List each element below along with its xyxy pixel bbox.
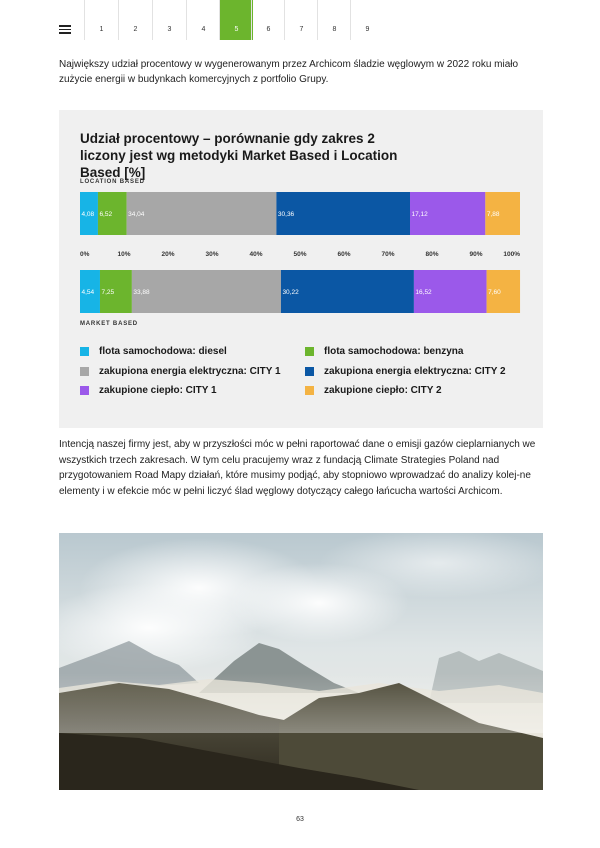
legend-item-benzyna	[305, 346, 463, 357]
data-label: 6,52	[99, 211, 113, 218]
x-tick-label: 0%	[80, 251, 90, 258]
bar-segment	[132, 270, 281, 313]
legend-swatch	[305, 386, 314, 395]
x-tick-label: 90%	[469, 251, 483, 258]
legend-label: zakupione ciepło: CITY 2	[324, 385, 442, 396]
data-label: 33,88	[133, 289, 150, 296]
page-tab-8[interactable]: 8	[317, 0, 351, 40]
page-tab-2[interactable]: 2	[118, 0, 152, 40]
x-tick-label: 80%	[425, 251, 439, 258]
chart-panel	[59, 110, 543, 428]
legend-item-energy-city2	[305, 366, 506, 377]
top-navigation	[0, 0, 600, 40]
data-label: 30,22	[282, 289, 299, 296]
menu-icon[interactable]	[59, 25, 71, 34]
data-label: 7,60	[488, 289, 501, 296]
bar-segment	[281, 270, 414, 313]
x-tick-label: 70%	[381, 251, 395, 258]
x-tick-label: 40%	[249, 251, 263, 258]
page-tab-6[interactable]: 6	[251, 0, 285, 40]
data-label: 30,36	[277, 211, 295, 218]
legend-item-heat-city1	[80, 385, 217, 396]
legend-swatch	[80, 386, 89, 395]
data-label: 17,12	[411, 211, 428, 218]
data-label: 34,04	[128, 211, 145, 218]
data-label: 4,54	[81, 289, 95, 296]
page-tab-9[interactable]: 9	[350, 0, 384, 40]
body-paragraph: Intencją naszej firmy jest, aby w przyszłości móc w pełni raportować dane o emisji gazów cieplarnianych we wszystkich trzech zakresach. W tym celu pracujemy wraz z fundacją Climate Strategies Poland nad przygotowaniem Road Mapy działań, które musimy podjąć, aby stopniowo wprowadzać do analizy kolej-ne elementy i w efekcie móc w pełni liczyć ślad węglowy dotyczący całego łańcucha wartości Archicom.	[59, 439, 536, 497]
bar-segment	[276, 192, 410, 235]
x-tick-label: 10%	[117, 251, 131, 258]
page-tab-3[interactable]: 3	[152, 0, 186, 40]
series-label-location: LOCATION BASED	[80, 179, 145, 185]
stacked-bar-chart	[59, 110, 543, 428]
data-label: 7,88	[486, 211, 500, 218]
legend-label: flota samochodowa: benzyna	[324, 346, 464, 357]
page-tab-5[interactable]: 5	[219, 0, 253, 40]
x-tick-label: 20%	[161, 251, 175, 258]
legend-label: zakupiona energia elektryczna: CITY 1	[99, 366, 281, 377]
series-label-market: MARKET BASED	[80, 321, 138, 327]
page-tab-1[interactable]: 1	[84, 0, 118, 40]
legend-label: zakupione ciepło: CITY 1	[99, 385, 217, 396]
mountain-landscape-photo	[59, 533, 543, 790]
legend-swatch	[80, 367, 89, 376]
legend-item-diesel	[80, 346, 227, 357]
legend-swatch	[305, 367, 314, 376]
bar-segment	[127, 192, 277, 235]
legend-item-heat-city2	[305, 385, 442, 396]
legend-swatch	[80, 347, 89, 356]
page-tab-4[interactable]: 4	[186, 0, 220, 40]
page-tab-7[interactable]: 7	[284, 0, 318, 40]
page-number: 63	[296, 816, 304, 823]
data-label: 7,25	[101, 289, 115, 296]
x-tick-label: 30%	[205, 251, 219, 258]
data-label: 4,08	[81, 211, 95, 218]
x-tick-label: 60%	[337, 251, 351, 258]
data-label: 16,52	[415, 289, 432, 296]
legend-label: flota samochodowa: diesel	[99, 346, 227, 357]
intro-paragraph: Największy udział procentowy w wygenerowanym przez Archicom śladzie węglowym w 2022 roku miało zużycie energii w budynkach komercyjnych z portfolio Grupy.	[59, 59, 519, 85]
legend-label: zakupiona energia elektryczna: CITY 2	[324, 366, 506, 377]
x-tick-label: 50%	[293, 251, 307, 258]
x-tick-label: 100%	[503, 251, 520, 258]
legend-swatch	[305, 347, 314, 356]
legend-item-energy-city1	[80, 366, 281, 377]
chart-title: Udział procentowy – porównanie gdy zakres 2 liczony jest wg metodyki Market Based i Location Based [%]	[80, 131, 398, 180]
